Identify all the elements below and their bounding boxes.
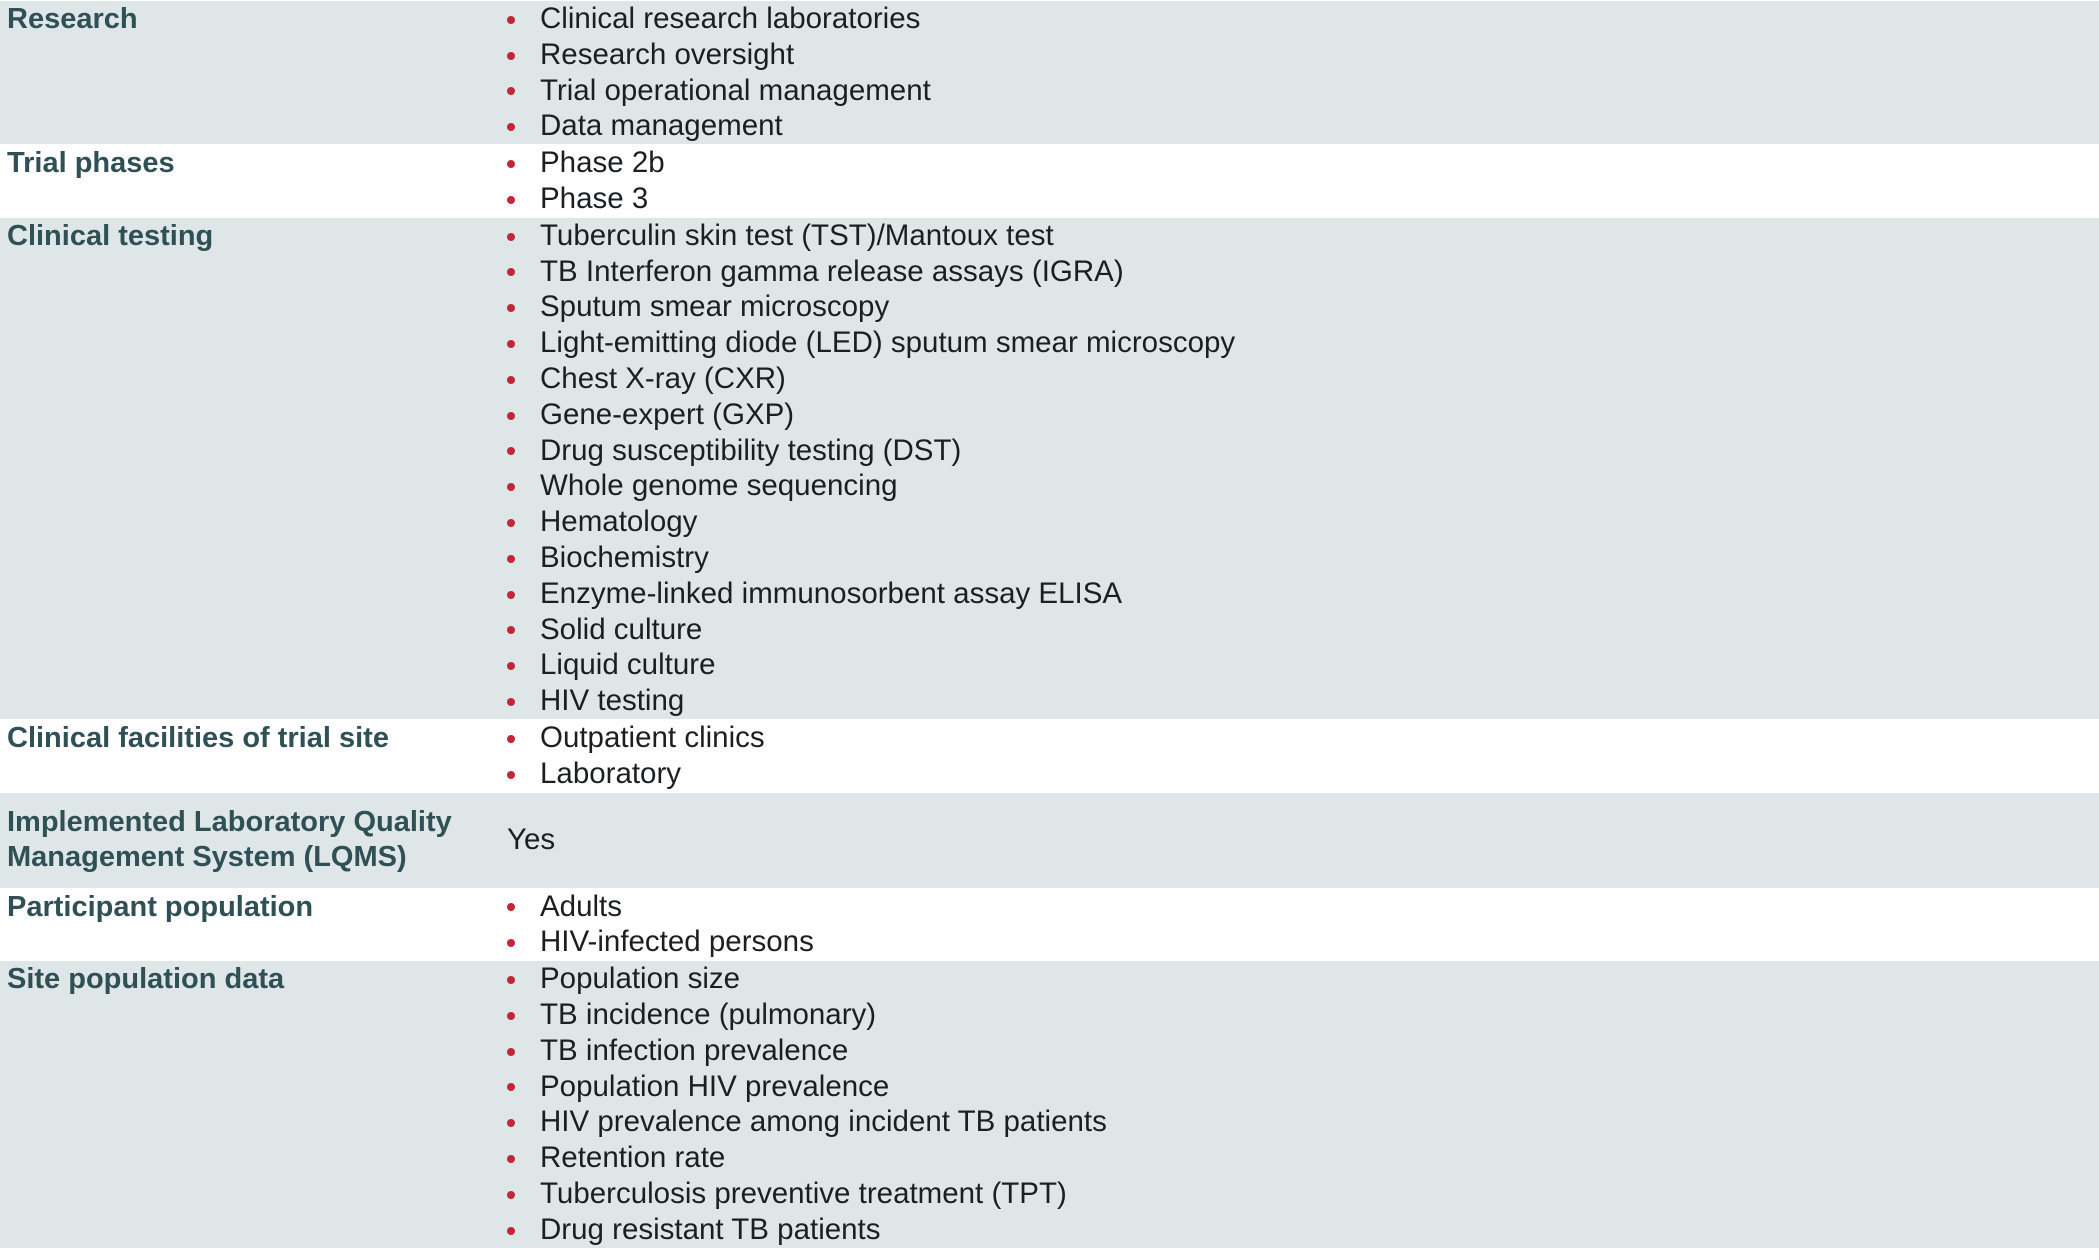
bullet-icon — [507, 662, 515, 670]
row-values — [495, 145, 2099, 217]
row-label: Clinical testing — [7, 219, 214, 252]
bullet-icon — [507, 976, 515, 984]
table-row-research — [0, 0, 2099, 144]
list-item: TB Interferon gamma release assays (IGRA) — [507, 254, 2099, 290]
row-label — [0, 805, 495, 875]
bullet-list — [507, 889, 2099, 961]
bullet-icon — [507, 123, 515, 131]
list-item: Sputum smear microscopy — [507, 289, 2099, 325]
row-values — [495, 218, 2099, 719]
bullet-icon — [507, 447, 515, 455]
bullet-icon — [507, 1119, 515, 1127]
bullet-icon — [507, 16, 515, 24]
bullet-icon — [507, 1227, 515, 1235]
table-row-participant-population — [0, 888, 2099, 961]
bullet-list — [507, 145, 2099, 217]
list-item: HIV testing — [507, 683, 2099, 719]
bullet-icon — [507, 52, 515, 60]
bullet-icon — [507, 771, 515, 779]
table-row-clinical-facilities — [0, 719, 2099, 792]
bullet-icon — [507, 1083, 515, 1091]
row-label-line: Implemented Laboratory Quality — [7, 806, 452, 839]
list-item: Enzyme-linked immunosorbent assay ELISA — [507, 576, 2099, 612]
bullet-icon — [507, 735, 515, 743]
bullet-icon — [507, 160, 515, 168]
list-item: TB infection prevalence — [507, 1033, 2099, 1069]
bullet-icon — [507, 340, 515, 348]
list-item: Chest X-ray (CXR) — [507, 361, 2099, 397]
list-item: Laboratory — [507, 756, 2099, 792]
bullet-icon — [507, 519, 515, 527]
bullet-icon — [507, 412, 515, 420]
bullet-list — [507, 720, 2099, 792]
list-item: Drug susceptibility testing (DST) — [507, 433, 2099, 469]
bullet-icon — [507, 483, 515, 491]
bullet-icon — [507, 1191, 515, 1199]
list-item: Tuberculosis preventive treatment (TPT) — [507, 1176, 2099, 1212]
list-item: HIV prevalence among incident TB patients — [507, 1104, 2099, 1140]
list-item: Outpatient clinics — [507, 720, 2099, 756]
bullet-icon — [507, 903, 515, 911]
row-label: Trial phases — [7, 147, 175, 180]
bullet-icon — [507, 939, 515, 947]
bullet-icon — [507, 233, 515, 241]
list-item: Data management — [507, 108, 2099, 144]
table-row-lqms — [0, 792, 2099, 888]
list-item: HIV-infected persons — [507, 924, 2099, 960]
bullet-list — [507, 218, 2099, 719]
bullet-icon — [507, 196, 515, 204]
list-item: TB incidence (pulmonary) — [507, 997, 2099, 1033]
bullet-icon — [507, 698, 515, 706]
row-label: Participant population — [7, 890, 314, 923]
bullet-icon — [507, 1155, 515, 1163]
bullet-list — [507, 1, 2099, 144]
list-item: Trial operational management — [507, 73, 2099, 109]
bullet-icon — [507, 268, 515, 276]
list-item: Phase 3 — [507, 181, 2099, 217]
bullet-icon — [507, 555, 515, 563]
list-item: Biochemistry — [507, 540, 2099, 576]
list-item: Whole genome sequencing — [507, 468, 2099, 504]
list-item: Solid culture — [507, 612, 2099, 648]
row-label: Clinical facilities of trial site — [7, 721, 389, 754]
list-item: Liquid culture — [507, 647, 2099, 683]
bullet-icon — [507, 87, 515, 95]
list-item: Drug resistant TB patients — [507, 1212, 2099, 1248]
list-item: Population size — [507, 961, 2099, 997]
bullet-icon — [507, 1012, 515, 1020]
list-item: Research oversight — [507, 37, 2099, 73]
list-item: Gene-expert (GXP) — [507, 397, 2099, 433]
row-label: Research — [7, 3, 138, 35]
row-label: Site population data — [7, 963, 285, 996]
list-item: Retention rate — [507, 1140, 2099, 1176]
bullet-list — [507, 961, 2099, 1247]
list-item: Phase 2b — [507, 145, 2099, 181]
list-item: Population HIV prevalence — [507, 1069, 2099, 1105]
list-item: Adults — [507, 889, 2099, 925]
table-row-clinical-testing — [0, 217, 2099, 719]
row-values — [495, 889, 2099, 961]
list-item: Hematology — [507, 504, 2099, 540]
bullet-icon — [507, 1048, 515, 1056]
row-values — [495, 1, 2099, 144]
bullet-icon — [507, 376, 515, 384]
bullet-icon — [507, 304, 515, 312]
list-item: Light-emitting diode (LED) sputum smear microscopy — [507, 325, 2099, 361]
row-value: Yes — [507, 823, 556, 857]
row-values — [495, 720, 2099, 792]
row-values — [495, 961, 2099, 1247]
row-label-line: Management System (LQMS) — [7, 841, 407, 874]
bullet-icon — [507, 591, 515, 599]
list-item: Tuberculin skin test (TST)/Mantoux test — [507, 218, 2099, 254]
table-row-trial-phases — [0, 144, 2099, 217]
table-row-site-population-data — [0, 960, 2099, 1247]
list-item: Clinical research laboratories — [507, 1, 2099, 37]
bullet-icon — [507, 626, 515, 634]
